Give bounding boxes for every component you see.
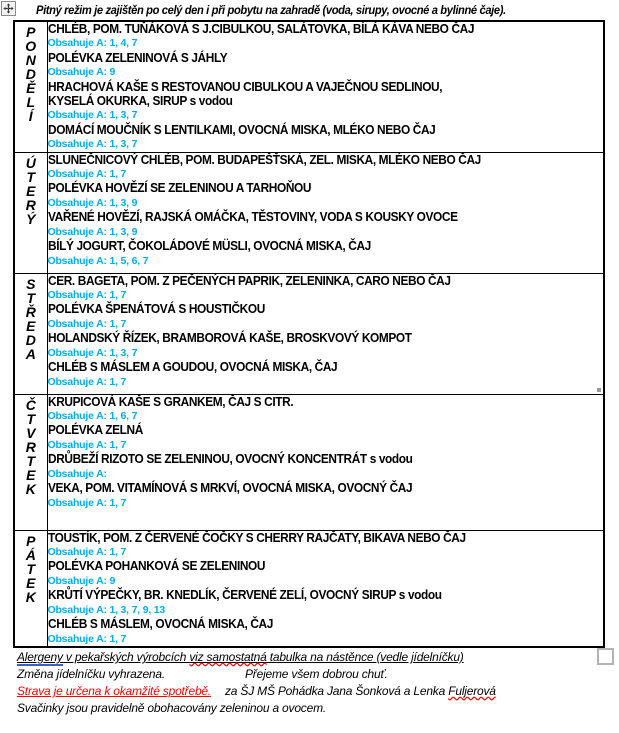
day-label-cell [14,273,47,394]
day-letter: N [25,52,36,68]
day-letter: T [26,452,36,469]
menu-table [13,20,605,648]
meal-line: KRŮTÍ VÝPEČKY, BR. KNEDLÍK, ČERVENÉ ZELÍ, OVOCNÝ SIRUP s vodou [47,588,442,603]
menu-table-body [14,21,604,647]
day-letter: D [25,331,36,348]
allergen-note-misspelled: viz samostatná [189,650,267,664]
day-letter: Ú [25,154,36,171]
snack-note: Svačinky jsou pravidelně obohacovány zeleninou a ovocem. [17,701,326,715]
allergen-line: Obsahuje A: 1, 3, 7 [47,346,138,359]
day-letter: Ě [26,80,36,96]
allergen-line: Obsahuje A: 1, 7 [47,375,127,388]
move-cross-icon [3,3,14,14]
day-letter: T [26,289,36,306]
meal-line: KYSELÁ OKURKA, SIRUP s vodou [47,94,232,109]
allergen-line: Obsahuje A: 1, 3, 9 [47,225,138,238]
menu-cell [47,530,604,647]
footer-line-3 [17,683,612,700]
day-letter: A [25,345,36,362]
day-letter: Ý [26,210,36,227]
small-gray-mark [597,388,601,392]
allergen-line: Obsahuje A: 1, 5, 6, 7 [47,254,149,267]
allergen-line: Obsahuje A: [47,467,107,480]
meal-line: CER. BAGETA, POM. Z PEČENÝCH PAPRIK, ZELENINKA, CARO NEBO ČAJ [47,273,451,288]
allergen-line: Obsahuje A: 1, 3, 7, 9, 13 [47,603,166,616]
day-label-cell [14,152,47,273]
bon-appetit-note: Přejeme všem dobrou chuť. [245,667,388,681]
menu-cell [47,21,604,152]
menu-row-2 [14,273,604,394]
day-letter: K [25,480,36,497]
menu-row-0 [14,21,604,152]
day-letter: V [26,424,36,441]
meal-line: POLÉVKA ZELNÁ [47,423,143,438]
menu-cell [47,152,604,273]
signature-name: Fuljerová [448,684,496,698]
meal-line: DOMÁCÍ MOUČNÍK S LENTILKAMI, OVOCNÁ MISKA, MLÉKO NEBO ČAJ [47,122,435,137]
allergen-line: Obsahuje A: 1, 7 [47,438,127,451]
allergen-line: Obsahuje A: 9 [47,574,116,587]
meal-line: CHLÉB S MÁSLEM, OVOCNÁ MISKA, ČAJ [47,617,273,632]
allergen-note [17,649,612,666]
day-label-cell [14,530,47,647]
day-letter: R [25,196,36,213]
day-letter: E [26,182,36,199]
meal-line: POLÉVKA POHANKOVÁ SE ZELENINOU [47,559,265,574]
meal-line: BÍLÝ JOGURT, ČOKOLÁDOVÉ MÜSLI, OVOCNÁ MISKA, ČAJ [47,239,371,254]
day-name-vertical [15,395,47,499]
footer-notes [17,649,612,717]
meal-line: TOUSTÍK, POM. Z ČERVENÉ ČOČKY S CHERRY RAJČATY, BIKAVA NEBO ČAJ [47,530,466,545]
allergen-line: Obsahuje A: 1, 3, 7 [47,109,138,122]
signature-prefix: za ŠJ MŠ Pohádka Jana Šonková a Lenka [225,684,449,698]
day-letter: T [26,410,36,427]
meal-line: SLUNEČNICOVÝ CHLÉB, POM. BUDAPEŠŤSKÁ, ZEL. MISKA, MLÉKO NEBO ČAJ [47,152,481,167]
allergen-line: Obsahuje A: 1, 3, 7 [47,138,138,151]
signature [225,683,496,700]
allergen-line: Obsahuje A: 1, 3, 9 [47,196,138,209]
menu-cell [47,273,604,394]
day-name-vertical [15,274,47,364]
change-note: Změna jídelníčku vyhrazena. [17,667,166,681]
day-letter: T [26,560,36,577]
day-name-vertical [15,22,47,126]
menu-row-4 [14,530,604,647]
meal-line: HOLANDSKÝ ŘÍZEK, BRAMBOROVÁ KAŠE, BROSKVOVÝ KOMPOT [47,331,412,346]
day-letter: T [26,168,36,185]
day-label-cell [14,21,47,152]
menu-cell [47,394,604,530]
allergen-line: Obsahuje A: 1, 7 [47,317,127,330]
day-letter: Á [25,546,36,563]
day-letter: P [26,24,36,40]
day-label-cell [14,394,47,530]
meal-line: VEKA, POM. VITAMÍNOVÁ S MRKVÍ, OVOCNÁ MISKA, OVOCNÝ ČAJ [47,481,412,496]
meal-line: VAŘENÉ HOVĚZÍ, RAJSKÁ OMÁČKA, TĚSTOVINY, VODA S KOUSKY OVOCE [47,210,458,225]
allergen-line: Obsahuje A: 1, 7 [47,289,127,302]
meal-line: HRACHOVÁ KAŠE S RESTOVANOU CIBULKOU A VAJEČNOU SEDLINOU, [47,79,442,94]
meal-line: CHLÉB S MÁSLEM A GOUDOU, OVOCNÁ MISKA, ČAJ [47,360,337,375]
allergen-line: Obsahuje A: 1, 4, 7 [47,37,138,50]
day-letter: L [26,94,36,110]
footer-line-2 [17,666,612,683]
page-title: Pitný režim je zajištěn po celý den i při pobytu na zahradě (voda, sirupy, ovocné a bylinné čaje). [36,3,506,17]
day-letter: Č [25,396,36,413]
day-letter: E [26,574,36,591]
day-letter: R [25,438,36,455]
allergen-note-word: Alergeny [17,650,63,664]
day-letter: D [25,66,36,82]
day-letter: Ř [25,303,36,320]
day-name-vertical [15,153,47,229]
allergen-line: Obsahuje A: 1, 7 [47,546,127,559]
menu-row-1 [14,152,604,273]
consumption-note: Strava je určena k okamžité spotřebě. [17,684,212,698]
allergen-line: Obsahuje A: 1, 7 [47,168,127,181]
meal-line: POLÉVKA ZELENINOVÁ S JÁHLY [47,50,227,65]
menu-row-3 [14,394,604,530]
meal-line: KRUPICOVÁ KAŠE S GRANKEM, ČAJ S CITR. [47,394,293,409]
meal-line: DRŮBEŽÍ RIZOTO SE ZELENINOU, OVOCNÝ KONCENTRÁT s vodou [47,452,413,467]
allergen-note-mid: v pekařských výrobcích [62,650,190,664]
day-letter: K [25,588,36,605]
allergen-line: Obsahuje A: 9 [47,66,116,79]
allergen-line: Obsahuje A: 1, 6, 7 [47,410,138,423]
day-letter: E [26,317,36,334]
meal-line: CHLÉB, POM. TUŇÁKOVÁ S J.CIBULKOU, SALÁTOVKA, BÍLÁ KÁVA NEBO ČAJ [47,22,474,36]
table-move-handle[interactable] [1,1,16,16]
allergen-line: Obsahuje A: 1, 7 [47,632,127,645]
meal-line: POLÉVKA ŠPENÁTOVÁ S HOUSTIČKOU [47,302,265,317]
day-name-vertical [15,531,47,607]
day-letter: S [26,275,36,292]
day-letter: Í [28,108,33,124]
allergen-note-rest: tabulka na nástěnce (vedle jídelníčku) [266,650,464,664]
meal-line: POLÉVKA HOVĚZÍ SE ZELENINOU A TARHOŇOU [47,181,311,196]
day-letter: P [26,532,36,549]
allergen-line: Obsahuje A: 1, 7 [47,496,127,509]
day-letter: O [25,38,37,54]
day-letter: E [26,466,36,483]
